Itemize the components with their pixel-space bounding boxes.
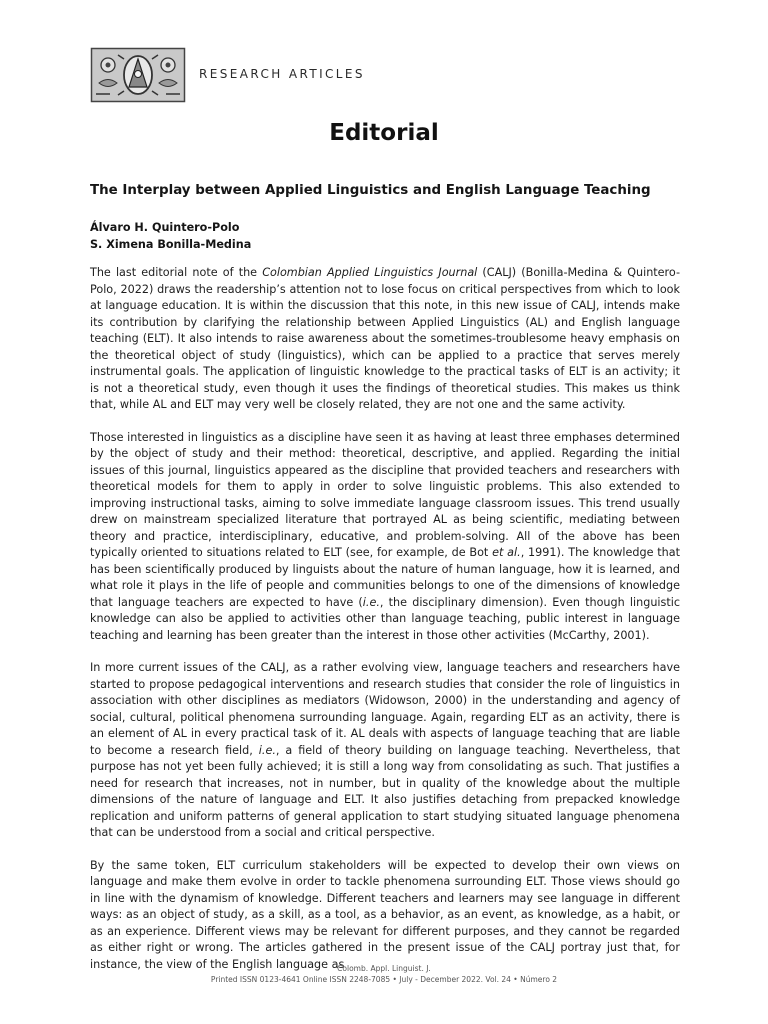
italic-term: i.e. — [362, 595, 380, 609]
article-subtitle: The Interplay between Applied Linguistics and English Language Teaching — [90, 183, 651, 198]
paragraph-text: , a field of theory building on language teaching. Nevertheless, that purpose has not yet been fully achieved; it is still a long way from consolidating as such. That justifies a need for research that increases, not in number, but in quality of the knowledge about the multiple dimensions of the nature of language and ELT. It also justifies detaching from prepacked knowledge replication and uniform patterns of general application to start studying situated language phenomena that can be understood from a social and critical perspective. — [90, 743, 680, 839]
article-title: Editorial — [329, 120, 439, 146]
italic-term: i.e. — [258, 743, 276, 757]
italic-term: et al. — [492, 546, 521, 559]
paragraph-text: The last editorial note of the — [90, 266, 263, 279]
journal-name-italic: Colombian Applied Linguistics Journal — [262, 266, 478, 279]
author-name: Álvaro H. Quintero-Polo — [90, 221, 240, 234]
article-body — [90, 265, 680, 989]
body-paragraph — [90, 660, 680, 842]
footer-journal-abbrev: Colomb. Appl. Linguist. J. — [337, 964, 431, 973]
journal-crest-icon — [90, 47, 186, 103]
author-name: S. Ximena Bonilla-Medina — [90, 238, 252, 251]
body-paragraph — [90, 265, 680, 414]
page-footer — [0, 963, 768, 985]
body-paragraph — [90, 858, 680, 974]
footer-issn-info: Printed ISSN 0123-4641 Online ISSN 2248-7085 • July - December 2022. Vol. 24 • Número 2 — [210, 975, 558, 984]
paragraph-text: , 1991). The knowledge that has been scientifically produced by linguists about the nature of human language, how it is learned, and what role it plays in the life of people and communities belongs to one of the dimensions of knowledge that language teachers are expected to have ( — [90, 546, 680, 609]
paragraph-text: , the disciplinary dimension). Even though linguistic knowledge can also be applied to activities other than language teaching, public interest in language teaching and learning has been greater than the interest in those other activities (McCarthy, 2001). — [90, 595, 680, 642]
paragraph-text: (CALJ) (Bonilla-Medina & Quintero-Polo, 2022) draws the readership’s attention not to lose focus on critical perspectives from which to look at language education. It is within the discussion that this note, in this new issue of CALJ, intends make its contribution by clarifying the relationship between Applied Linguistics (AL) and English language teaching (ELT). It also intends to raise awareness about the sometimes-troublesome heavy emphasis on the theoretical object of study (linguistics), which can be applied to a practice that serves merely instrumental goals. The application of linguistic knowledge to the practical tasks of ELT is an activity; it is not a theoretical study, even though it uses the findings of theoretical studies. This makes us think that, while AL and ELT may very well be closely related, they are not one and the same activity. — [90, 266, 680, 411]
section-label: RESEARCH ARTICLES — [199, 67, 365, 81]
body-paragraph — [90, 430, 680, 645]
paragraph-text: In more current issues of the CALJ, as a rather evolving view, language teachers and researchers have started to propose pedagogical interventions and research studies that consider the role of linguistics in association with other disciplines as mediators (Widowson, 2000) in the understanding and agency of social, cultural, political phenomena surrounding language. Again, regarding ELT as an activity, there is an element of AL in every practical task of it. AL deals with aspects of language teaching that are liable to become a research field, — [90, 661, 680, 757]
paragraph-text: By the same token, ELT curriculum stakeholders will be expected to develop their own views on language and make them evolve in order to tackle phenomena surrounding ELT. Those views should go in line with the dynamism of knowledge. Different teachers and learners may see language in different ways: as an object of study, as a skill, as a tool, as a behavior, as an event, as knowledge, as a habit, or as an experience. Different views may be relevant for different purposes, and they cannot be regarded as either right or wrong. The articles gathered in the present issue of the CALJ portray just that, for instance, the view of the English language as — [90, 858, 680, 971]
author-list — [90, 219, 251, 253]
paragraph-text: Those interested in linguistics as a discipline have seen it as having at least three emphases determined by the object of study and their method: theoretical, descriptive, and applied. Regarding the initial issues of this journal, linguistics appeared as the discipline that provided teachers and researchers with theoretical models for them to apply in order to solve linguistic problems. This also extended to improving instructional tasks, aiming to solve immediate language classroom issues. This trend usually drew on mainstream specialized literature that portrayed AL as being scientific, mediating between theory and practice, interdisciplinary, educative, and problem-solving. All of the above has been typically oriented to situations related to ELT (see, for example, de Bot — [90, 430, 680, 559]
